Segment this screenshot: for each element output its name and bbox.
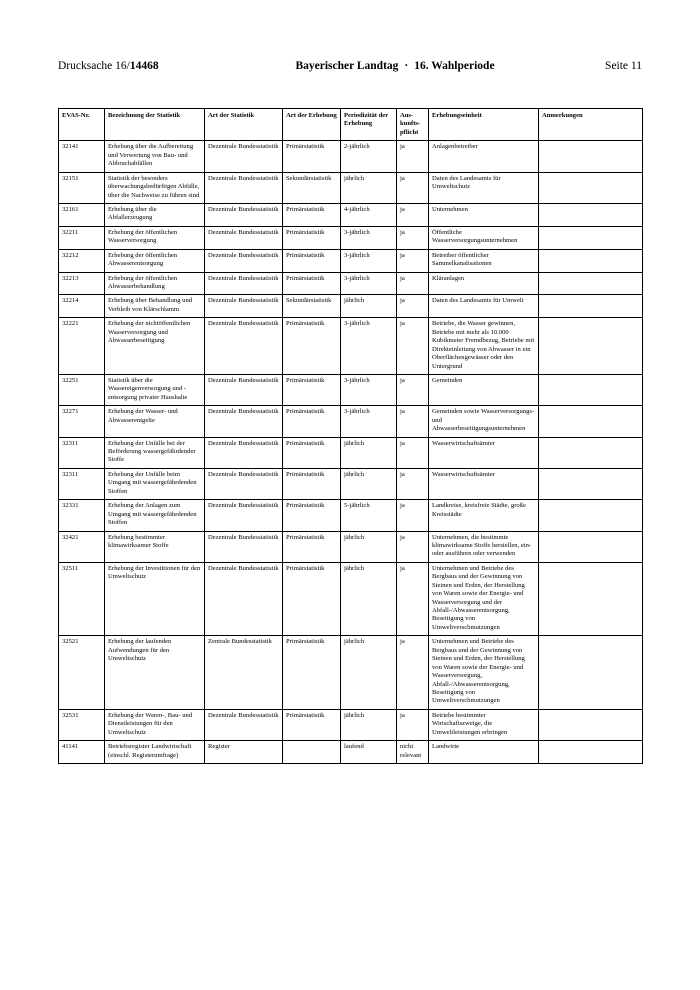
cell-evas: 32531 bbox=[59, 709, 105, 740]
table-row bbox=[59, 295, 643, 318]
cell-bezeichnung: Erhebung der Unfälle bei der Beförderung wassergefährdender Stoffe bbox=[105, 437, 205, 468]
cell-anmerkungen bbox=[539, 172, 643, 203]
cell-erhebungseinheit: Daten des Landesamts für Umwelt bbox=[429, 295, 539, 318]
table-row bbox=[59, 636, 643, 710]
cell-art-erhebung: Primärstatistik bbox=[283, 468, 341, 499]
column-header-periodizitaet: Periodizität der Erhebung bbox=[341, 109, 397, 141]
cell-art-statistik: Dezentrale Bundesstatistik bbox=[205, 562, 283, 636]
cell-art-erhebung: Primärstatistik bbox=[283, 562, 341, 636]
cell-art-erhebung: Primärstatistik bbox=[283, 226, 341, 249]
cell-art-statistik: Dezentrale Bundesstatistik bbox=[205, 437, 283, 468]
column-header-auskunftspflicht: Aus-kunfts-pflicht bbox=[397, 109, 429, 141]
table-row bbox=[59, 500, 643, 531]
cell-auskunftspflicht: ja bbox=[397, 531, 429, 562]
cell-art-erhebung: Primärstatistik bbox=[283, 531, 341, 562]
cell-bezeichnung: Erhebung bestimmter klimawirksamer Stoffe bbox=[105, 531, 205, 562]
cell-art-statistik: Dezentrale Bundesstatistik bbox=[205, 406, 283, 437]
cell-art-statistik: Dezentrale Bundesstatistik bbox=[205, 272, 283, 295]
cell-auskunftspflicht: ja bbox=[397, 203, 429, 226]
cell-periodizitaet: 3-jährlich bbox=[341, 226, 397, 249]
header-center bbox=[228, 60, 562, 72]
cell-art-erhebung: Primärstatistik bbox=[283, 272, 341, 295]
table-row bbox=[59, 141, 643, 172]
cell-bezeichnung: Erhebung der Waren-, Bau- und Dienstleistungen für den Umweltschutz bbox=[105, 709, 205, 740]
page-header bbox=[58, 60, 642, 72]
cell-auskunftspflicht: ja bbox=[397, 636, 429, 710]
cell-auskunftspflicht: ja bbox=[397, 249, 429, 272]
cell-evas: 32161 bbox=[59, 203, 105, 226]
cell-erhebungseinheit: Gemeinden sowie Wasserversorgungs- und Abwasserbeseitigungsunternehmen bbox=[429, 406, 539, 437]
cell-auskunftspflicht: ja bbox=[397, 709, 429, 740]
cell-anmerkungen bbox=[539, 531, 643, 562]
cell-bezeichnung: Erhebung der Investitionen für den Umweltschutz bbox=[105, 562, 205, 636]
cell-auskunftspflicht: ja bbox=[397, 500, 429, 531]
cell-bezeichnung: Erhebung der nichtöffentlichen Wasserversorgung und Abwasserbeseitigung bbox=[105, 318, 205, 375]
cell-bezeichnung: Statistik der besonders überwachungsbedürftigen Abfälle, über die Nachweise zu führen sind bbox=[105, 172, 205, 203]
cell-evas: 32251 bbox=[59, 374, 105, 405]
cell-anmerkungen bbox=[539, 295, 643, 318]
cell-erhebungseinheit: Unternehmen und Betriebe des Bergbaus und der Gewinnung von Steinen und Erden, der Herstellung von Waren sowie der Energie- und Wasserversorgung, Abfall-/Abwasserentsorgung, Beseitigung von Umweltverschmutzungen bbox=[429, 636, 539, 710]
cell-bezeichnung: Erhebung der laufenden Aufwendungen für den Umweltschutz bbox=[105, 636, 205, 710]
cell-bezeichnung: Erhebung über die Aufbereitung und Verwertung von Bau- und Abbruchabfällen bbox=[105, 141, 205, 172]
cell-art-statistik: Dezentrale Bundesstatistik bbox=[205, 203, 283, 226]
table-row bbox=[59, 709, 643, 740]
cell-auskunftspflicht: nicht relevant bbox=[397, 741, 429, 764]
table-body bbox=[59, 141, 643, 764]
cell-erhebungseinheit: Landkreise, kreisfreie Städte, große Kreisstädte bbox=[429, 500, 539, 531]
cell-periodizitaet: 2-jährlich bbox=[341, 141, 397, 172]
cell-art-erhebung: Primärstatistik bbox=[283, 141, 341, 172]
cell-art-erhebung: Sekundärstatistik bbox=[283, 295, 341, 318]
cell-anmerkungen bbox=[539, 318, 643, 375]
table-row bbox=[59, 249, 643, 272]
cell-art-erhebung: Primärstatistik bbox=[283, 374, 341, 405]
table-row bbox=[59, 437, 643, 468]
cell-periodizitaet: jährlich bbox=[341, 172, 397, 203]
cell-anmerkungen bbox=[539, 636, 643, 710]
cell-evas: 41141 bbox=[59, 741, 105, 764]
cell-evas: 32212 bbox=[59, 249, 105, 272]
cell-art-statistik: Dezentrale Bundesstatistik bbox=[205, 295, 283, 318]
cell-bezeichnung: Erhebung der Wasser- und Abwasserentgelte bbox=[105, 406, 205, 437]
table-row bbox=[59, 226, 643, 249]
cell-erhebungseinheit: Betreiber öffentlicher Sammelkanalisationen bbox=[429, 249, 539, 272]
cell-art-erhebung: Primärstatistik bbox=[283, 249, 341, 272]
cell-auskunftspflicht: ja bbox=[397, 141, 429, 172]
cell-art-statistik: Dezentrale Bundesstatistik bbox=[205, 531, 283, 562]
cell-bezeichnung: Erhebung der öffentlichen Abwasserbehandlung bbox=[105, 272, 205, 295]
cell-evas: 32511 bbox=[59, 562, 105, 636]
cell-auskunftspflicht: ja bbox=[397, 295, 429, 318]
table-row bbox=[59, 468, 643, 499]
cell-art-erhebung: Primärstatistik bbox=[283, 318, 341, 375]
cell-auskunftspflicht: ja bbox=[397, 172, 429, 203]
cell-erhebungseinheit: Unternehmen bbox=[429, 203, 539, 226]
legislative-period: 16. Wahlperiode bbox=[414, 60, 495, 72]
cell-bezeichnung: Erhebung der öffentlichen Abwasserentsorgung bbox=[105, 249, 205, 272]
statistics-table bbox=[58, 108, 643, 764]
cell-bezeichnung: Statistik über die Wassereigenversorgung und -entsorgung privater Haushalte bbox=[105, 374, 205, 405]
column-header-art-statistik: Art der Statistik bbox=[205, 109, 283, 141]
cell-anmerkungen bbox=[539, 437, 643, 468]
cell-periodizitaet: 4-jährlich bbox=[341, 203, 397, 226]
cell-auskunftspflicht: ja bbox=[397, 226, 429, 249]
cell-art-erhebung: Primärstatistik bbox=[283, 437, 341, 468]
cell-erhebungseinheit: Betriebe bestimmter Wirtschaftszweige, die Umweltleistungen erbringen bbox=[429, 709, 539, 740]
cell-art-statistik: Zentrale Bundesstatistik bbox=[205, 636, 283, 710]
cell-evas: 32151 bbox=[59, 172, 105, 203]
cell-art-erhebung: Sekundärstatistik bbox=[283, 172, 341, 203]
header-separator: · bbox=[404, 60, 409, 72]
cell-periodizitaet: 3-jährlich bbox=[341, 374, 397, 405]
cell-evas: 32141 bbox=[59, 141, 105, 172]
cell-evas: 32521 bbox=[59, 636, 105, 710]
cell-erhebungseinheit: Unternehmen, die bestimmte klimawirksame Stoffe herstellen, ein- oder ausführen oder verwenden bbox=[429, 531, 539, 562]
table-row bbox=[59, 203, 643, 226]
cell-erhebungseinheit: Öffentliche Wasserversorgungsunternehmen bbox=[429, 226, 539, 249]
cell-evas: 32311 bbox=[59, 468, 105, 499]
cell-anmerkungen bbox=[539, 468, 643, 499]
cell-anmerkungen bbox=[539, 141, 643, 172]
cell-anmerkungen bbox=[539, 249, 643, 272]
cell-art-statistik: Dezentrale Bundesstatistik bbox=[205, 468, 283, 499]
cell-bezeichnung: Erhebung der Anlagen zum Umgang mit wassergefährdenden Stoffen bbox=[105, 500, 205, 531]
table-row bbox=[59, 741, 643, 764]
column-header-art-erhebung: Art der Erhebung bbox=[283, 109, 341, 141]
cell-anmerkungen bbox=[539, 374, 643, 405]
cell-erhebungseinheit: Anlagenbetreiber bbox=[429, 141, 539, 172]
cell-auskunftspflicht: ja bbox=[397, 318, 429, 375]
table-row bbox=[59, 406, 643, 437]
cell-periodizitaet: 3-jährlich bbox=[341, 272, 397, 295]
cell-evas: 32221 bbox=[59, 318, 105, 375]
cell-periodizitaet: jährlich bbox=[341, 636, 397, 710]
cell-evas: 32213 bbox=[59, 272, 105, 295]
cell-periodizitaet: jährlich bbox=[341, 437, 397, 468]
cell-anmerkungen bbox=[539, 226, 643, 249]
cell-art-statistik: Dezentrale Bundesstatistik bbox=[205, 318, 283, 375]
table-row bbox=[59, 374, 643, 405]
cell-bezeichnung: Erhebung über die Abfallerzeugung bbox=[105, 203, 205, 226]
cell-evas: 32421 bbox=[59, 531, 105, 562]
cell-auskunftspflicht: ja bbox=[397, 374, 429, 405]
cell-erhebungseinheit: Unternehmen und Betriebe des Bergbaus und der Gewinnung von Steinen und Erden, der Herstellung von Waren sowie der Energie- und Wasserversorgung und der Abfall-/Abwasserentsorgung, Beseitigung von Umweltverschmutzungen bbox=[429, 562, 539, 636]
cell-periodizitaet: 5-jährlich bbox=[341, 500, 397, 531]
cell-evas: 32214 bbox=[59, 295, 105, 318]
cell-periodizitaet: jährlich bbox=[341, 709, 397, 740]
table-header-row bbox=[59, 109, 643, 141]
institution-name: Bayerischer Landtag bbox=[295, 60, 399, 72]
table-row bbox=[59, 318, 643, 375]
drucksache-reference bbox=[58, 60, 228, 72]
column-header-anmerkungen: Anmerkungen bbox=[539, 109, 643, 141]
cell-erhebungseinheit: Daten des Landesamts für Umweltschutz bbox=[429, 172, 539, 203]
cell-periodizitaet: 3-jährlich bbox=[341, 318, 397, 375]
cell-auskunftspflicht: ja bbox=[397, 406, 429, 437]
cell-art-statistik: Dezentrale Bundesstatistik bbox=[205, 500, 283, 531]
cell-art-erhebung: Primärstatistik bbox=[283, 636, 341, 710]
cell-periodizitaet: jährlich bbox=[341, 468, 397, 499]
cell-evas: 32211 bbox=[59, 226, 105, 249]
cell-erhebungseinheit: Landwirte bbox=[429, 741, 539, 764]
cell-anmerkungen bbox=[539, 741, 643, 764]
cell-anmerkungen bbox=[539, 203, 643, 226]
page-number: Seite 11 bbox=[605, 60, 642, 72]
cell-art-statistik: Register bbox=[205, 741, 283, 764]
cell-auskunftspflicht: ja bbox=[397, 272, 429, 295]
column-header-evas: EVAS-Nr. bbox=[59, 109, 105, 141]
cell-auskunftspflicht: ja bbox=[397, 437, 429, 468]
cell-bezeichnung: Erhebung der Unfälle beim Umgang mit wassergefährdenden Stoffen bbox=[105, 468, 205, 499]
cell-art-erhebung: Primärstatistik bbox=[283, 709, 341, 740]
cell-bezeichnung: Erhebung der öffentlichen Wasserversorgung bbox=[105, 226, 205, 249]
table-row bbox=[59, 172, 643, 203]
cell-periodizitaet: jährlich bbox=[341, 562, 397, 636]
cell-periodizitaet: laufend bbox=[341, 741, 397, 764]
table-row bbox=[59, 531, 643, 562]
cell-bezeichnung: Betriebsregister Landwirtschaft (einschl. Registerumfrage) bbox=[105, 741, 205, 764]
cell-art-erhebung: Primärstatistik bbox=[283, 203, 341, 226]
table-row bbox=[59, 272, 643, 295]
cell-anmerkungen bbox=[539, 562, 643, 636]
table-row bbox=[59, 562, 643, 636]
cell-erhebungseinheit: Kläranlagen bbox=[429, 272, 539, 295]
cell-evas: 32331 bbox=[59, 500, 105, 531]
cell-art-statistik: Dezentrale Bundesstatistik bbox=[205, 374, 283, 405]
cell-art-statistik: Dezentrale Bundesstatistik bbox=[205, 172, 283, 203]
cell-periodizitaet: 3-jährlich bbox=[341, 406, 397, 437]
cell-evas: 32271 bbox=[59, 406, 105, 437]
cell-auskunftspflicht: ja bbox=[397, 468, 429, 499]
cell-anmerkungen bbox=[539, 406, 643, 437]
cell-art-statistik: Dezentrale Bundesstatistik bbox=[205, 249, 283, 272]
drucksache-label: Drucksache 16/ bbox=[58, 60, 130, 72]
cell-anmerkungen bbox=[539, 272, 643, 295]
cell-anmerkungen bbox=[539, 709, 643, 740]
cell-art-statistik: Dezentrale Bundesstatistik bbox=[205, 141, 283, 172]
cell-auskunftspflicht: ja bbox=[397, 562, 429, 636]
cell-erhebungseinheit: Betriebe, die Wasser gewinnen, Betriebe mit mehr als 10.000 Kubikmeter Fremdbezug, Betriebe mit Direkteinleitung von Abwasser in ein Oberflächengewässer oder den Untergrund bbox=[429, 318, 539, 375]
cell-erhebungseinheit: Gemeinden bbox=[429, 374, 539, 405]
column-header-erhebungseinheit: Erhebungseinheit bbox=[429, 109, 539, 141]
cell-art-erhebung: Primärstatistik bbox=[283, 406, 341, 437]
drucksache-number: 14468 bbox=[129, 60, 159, 72]
column-header-bezeichnung: Bezeichnung der Statistik bbox=[105, 109, 205, 141]
cell-art-statistik: Dezentrale Bundesstatistik bbox=[205, 709, 283, 740]
cell-evas: 32311 bbox=[59, 437, 105, 468]
cell-erhebungseinheit: Wasserwirtschaftsämter bbox=[429, 468, 539, 499]
cell-periodizitaet: jährlich bbox=[341, 531, 397, 562]
cell-periodizitaet: 3-jährlich bbox=[341, 249, 397, 272]
cell-anmerkungen bbox=[539, 500, 643, 531]
cell-bezeichnung: Erhebung über Behandlung und Verbleib von Klärschlamm bbox=[105, 295, 205, 318]
cell-erhebungseinheit: Wasserwirtschaftsämter bbox=[429, 437, 539, 468]
cell-art-statistik: Dezentrale Bundesstatistik bbox=[205, 226, 283, 249]
cell-art-erhebung: Primärstatistik bbox=[283, 500, 341, 531]
cell-periodizitaet: jährlich bbox=[341, 295, 397, 318]
cell-art-erhebung bbox=[283, 741, 341, 764]
